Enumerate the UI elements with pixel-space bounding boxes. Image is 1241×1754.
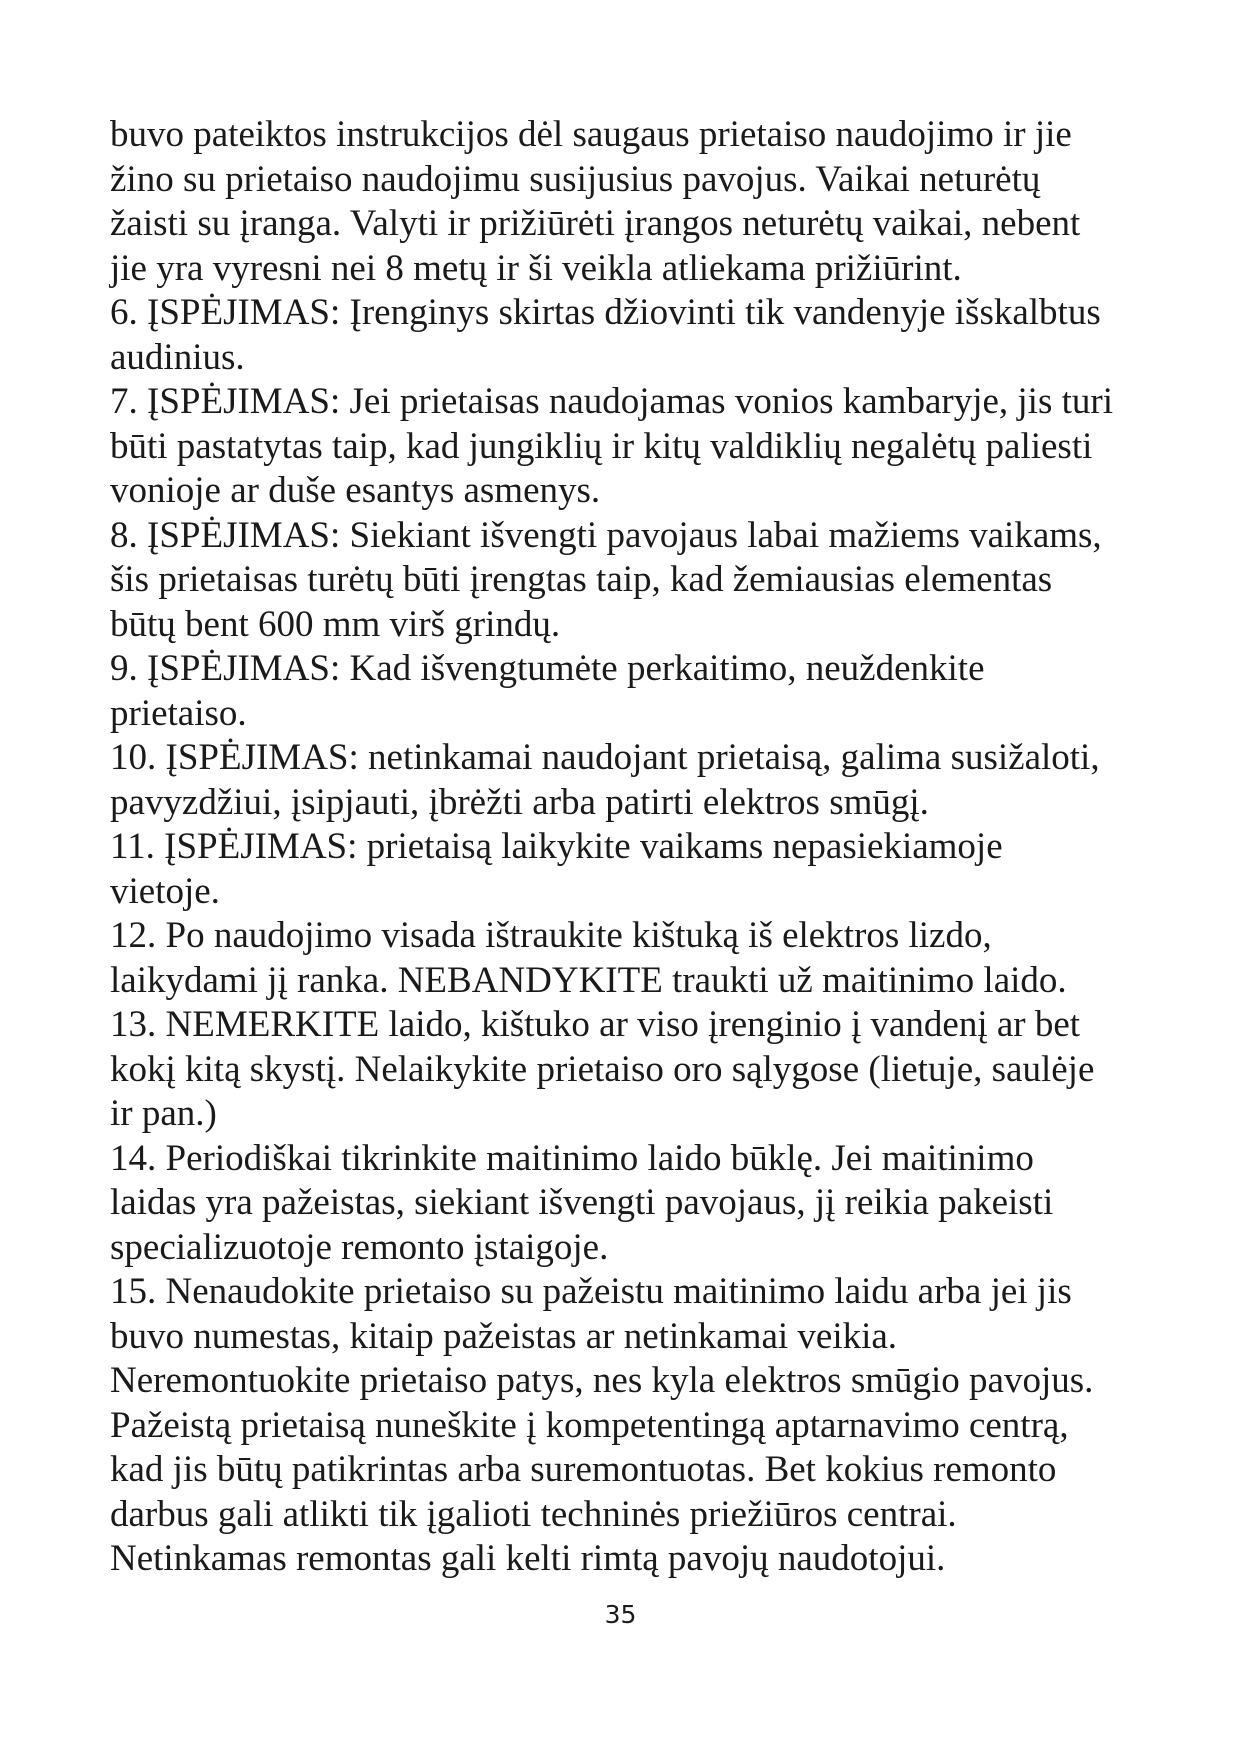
text-line: kad jis būtų patikrintas arba suremontuotas. Bet kokius remonto — [110, 1449, 1057, 1490]
text-line: 8. ĮSPĖJIMAS: Siekiant išvengti pavojaus labai mažiems vaikams, — [110, 514, 1102, 556]
body-text — [110, 113, 1190, 1582]
text-line: būtų bent 600 mm virš grindų. — [110, 603, 561, 645]
text-line: 7. ĮSPĖJIMAS: Jei prietaisas naudojamas vonios kambaryje, jis turi — [110, 381, 1113, 422]
text-line: buvo numestas, kitaip pažeistas ar netinkamai veikia. — [110, 1315, 898, 1357]
text-line: buvo pateiktos instrukcijos dėl saugaus prietaiso naudojimo ir jie — [110, 114, 1072, 155]
text-line: 13. NEMERKITE laido, kištuko ar viso įrenginio į vandenį ar bet — [110, 1004, 1081, 1045]
page-number: 35 — [604, 1600, 637, 1629]
text-line: laikydami jį ranka. NEBANDYKITE traukti už maitinimo laido. — [110, 959, 1067, 1001]
text-line: audinius. — [110, 336, 245, 378]
text-line: laidas yra pažeistas, siekiant išvengti pavojaus, jį reikia pakeisti — [110, 1182, 1054, 1223]
text-line: šis prietaisas turėtų būti įrengtas taip, kad žemiausias elementas — [110, 559, 1053, 600]
text-line: kokį kitą skystį. Nelaikykite prietaiso oro sąlygose (lietuje, saulėje — [110, 1048, 1095, 1090]
text-line: Netinkamas remontas gali kelti rimtą pavojų naudotojui. — [110, 1538, 946, 1579]
text-line: žino su prietaiso naudojimu susijusius pavojus. Vaikai neturėtų — [110, 158, 1041, 200]
text-line: 12. Po naudojimo visada ištraukite kištuką iš elektros lizdo, — [110, 915, 992, 956]
text-line: vietoje. — [110, 870, 220, 912]
text-line: prietaiso. — [110, 692, 247, 734]
text-line: 6. ĮSPĖJIMAS: Įrenginys skirtas džiovinti tik vandenyje išskalbtus — [110, 292, 1101, 333]
text-line: Pažeistą prietaisą nuneškite į kompetentingą aptarnavimo centrą, — [110, 1404, 1069, 1446]
text-line: ir pan.) — [110, 1093, 217, 1134]
text-line: būti pastatytas taip, kad jungiklių ir kitų valdiklių negalėtų paliesti — [110, 425, 1093, 467]
text-line: 14. Periodiškai tikrinkite maitinimo laido būklę. Jei maitinimo — [110, 1137, 1034, 1179]
text-line: vonioje ar duše esantys asmenys. — [110, 470, 601, 511]
text-line: Neremontuokite prietaiso patys, nes kyla elektros smūgio pavojus. — [110, 1360, 1094, 1401]
text-line: žaisti su įranga. Valyti ir prižiūrėti įrangos neturėtų vaikai, nebent — [110, 203, 1081, 244]
text-line: 15. Nenaudokite prietaiso su pažeistu maitinimo laidu arba jei jis — [110, 1271, 1072, 1312]
text-line: jie yra vyresni nei 8 metų ir ši veikla atliekama prižiūrint. — [110, 247, 962, 289]
text-line: pavyzdžiui, įsipjauti, įbrėžti arba patirti elektros smūgį. — [110, 781, 929, 823]
text-line: 11. ĮSPĖJIMAS: prietaisą laikykite vaikams nepasiekiamoje — [110, 826, 1003, 867]
text-line: 10. ĮSPĖJIMAS: netinkamai naudojant prietaisą, galima susižaloti, — [110, 737, 1100, 778]
text-line: darbus gali atlikti tik įgalioti techninės priežiūros centrai. — [110, 1493, 957, 1535]
text-line: specializuotoje remonto įstaigoje. — [110, 1226, 609, 1268]
text-line: 9. ĮSPĖJIMAS: Kad išvengtumėte perkaitimo, neuždenkite — [110, 648, 985, 689]
